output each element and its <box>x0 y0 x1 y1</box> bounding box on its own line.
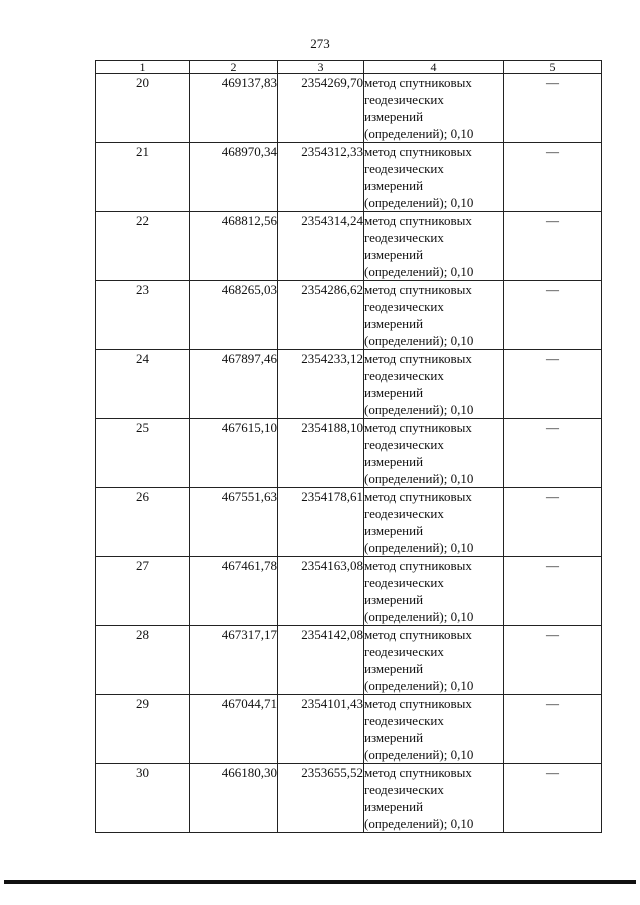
method-line: геодезических <box>364 782 444 797</box>
method-line: метод спутниковых <box>364 627 472 642</box>
method-description <box>364 764 504 833</box>
method-line: метод спутниковых <box>364 489 472 504</box>
y-coordinate: 2353655,52 <box>278 764 364 833</box>
x-coordinate: 469137,83 <box>190 74 278 143</box>
point-number: 30 <box>96 764 190 833</box>
method-description <box>364 350 504 419</box>
table-row <box>96 281 602 350</box>
method-line: (определений); 0,10 <box>364 402 474 417</box>
column-5-value: — <box>504 557 602 626</box>
column-header-3: 3 <box>278 61 364 74</box>
method-line: измерений <box>364 523 424 538</box>
y-coordinate: 2354286,62 <box>278 281 364 350</box>
method-line: метод спутниковых <box>364 696 472 711</box>
point-number: 21 <box>96 143 190 212</box>
point-number: 29 <box>96 695 190 764</box>
column-5-value: — <box>504 350 602 419</box>
method-line: геодезических <box>364 230 444 245</box>
table-row <box>96 764 602 833</box>
column-header-1: 1 <box>96 61 190 74</box>
method-line: измерений <box>364 730 424 745</box>
method-line: (определений); 0,10 <box>364 264 474 279</box>
method-description <box>364 488 504 557</box>
method-line: метод спутниковых <box>364 282 472 297</box>
y-coordinate: 2354188,10 <box>278 419 364 488</box>
method-line: геодезических <box>364 161 444 176</box>
method-description <box>364 212 504 281</box>
column-header-2: 2 <box>190 61 278 74</box>
method-line: (определений); 0,10 <box>364 540 474 555</box>
method-line: метод спутниковых <box>364 75 472 90</box>
method-description <box>364 143 504 212</box>
y-coordinate: 2354314,24 <box>278 212 364 281</box>
point-number: 20 <box>96 74 190 143</box>
method-line: геодезических <box>364 437 444 452</box>
x-coordinate: 467461,78 <box>190 557 278 626</box>
y-coordinate: 2354269,70 <box>278 74 364 143</box>
table-row <box>96 488 602 557</box>
method-description <box>364 74 504 143</box>
y-coordinate: 2354101,43 <box>278 695 364 764</box>
table-row <box>96 350 602 419</box>
method-line: метод спутниковых <box>364 420 472 435</box>
method-line: метод спутниковых <box>364 144 472 159</box>
method-description <box>364 281 504 350</box>
x-coordinate: 467317,17 <box>190 626 278 695</box>
y-coordinate: 2354178,61 <box>278 488 364 557</box>
x-coordinate: 467044,71 <box>190 695 278 764</box>
y-coordinate: 2354142,08 <box>278 626 364 695</box>
method-line: измерений <box>364 247 424 262</box>
x-coordinate: 467551,63 <box>190 488 278 557</box>
coordinates-table <box>95 60 602 833</box>
method-line: (определений); 0,10 <box>364 747 474 762</box>
table-header-row <box>96 61 602 74</box>
table-row <box>96 695 602 764</box>
method-line: (определений); 0,10 <box>364 816 474 831</box>
table-row <box>96 74 602 143</box>
column-5-value: — <box>504 695 602 764</box>
method-line: (определений); 0,10 <box>364 333 474 348</box>
column-5-value: — <box>504 281 602 350</box>
table-row <box>96 626 602 695</box>
column-5-value: — <box>504 419 602 488</box>
method-line: измерений <box>364 316 424 331</box>
method-line: измерений <box>364 592 424 607</box>
point-number: 27 <box>96 557 190 626</box>
method-line: измерений <box>364 661 424 676</box>
column-header-5: 5 <box>504 61 602 74</box>
method-line: геодезических <box>364 575 444 590</box>
method-line: геодезических <box>364 506 444 521</box>
x-coordinate: 466180,30 <box>190 764 278 833</box>
method-line: метод спутниковых <box>364 213 472 228</box>
method-line: измерений <box>364 109 424 124</box>
point-number: 26 <box>96 488 190 557</box>
table-row <box>96 143 602 212</box>
method-line: геодезических <box>364 92 444 107</box>
method-description <box>364 557 504 626</box>
point-number: 22 <box>96 212 190 281</box>
page-number: 273 <box>310 36 330 51</box>
method-line: измерений <box>364 454 424 469</box>
point-number: 24 <box>96 350 190 419</box>
y-coordinate: 2354163,08 <box>278 557 364 626</box>
table-row <box>96 212 602 281</box>
x-coordinate: 467615,10 <box>190 419 278 488</box>
method-line: измерений <box>364 385 424 400</box>
column-5-value: — <box>504 764 602 833</box>
page-bottom-rule <box>4 880 636 884</box>
column-5-value: — <box>504 74 602 143</box>
y-coordinate: 2354312,33 <box>278 143 364 212</box>
x-coordinate: 468970,34 <box>190 143 278 212</box>
method-description <box>364 419 504 488</box>
point-number: 28 <box>96 626 190 695</box>
column-5-value: — <box>504 626 602 695</box>
method-line: геодезических <box>364 713 444 728</box>
x-coordinate: 468812,56 <box>190 212 278 281</box>
column-5-value: — <box>504 143 602 212</box>
point-number: 23 <box>96 281 190 350</box>
column-5-value: — <box>504 212 602 281</box>
x-coordinate: 467897,46 <box>190 350 278 419</box>
method-description <box>364 695 504 764</box>
column-header-4: 4 <box>364 61 504 74</box>
method-line: геодезических <box>364 644 444 659</box>
method-description <box>364 626 504 695</box>
method-line: метод спутниковых <box>364 351 472 366</box>
method-line: (определений); 0,10 <box>364 678 474 693</box>
method-line: метод спутниковых <box>364 558 472 573</box>
method-line: геодезических <box>364 299 444 314</box>
method-line: метод спутниковых <box>364 765 472 780</box>
x-coordinate: 468265,03 <box>190 281 278 350</box>
point-number: 25 <box>96 419 190 488</box>
method-line: (определений); 0,10 <box>364 609 474 624</box>
method-line: (определений); 0,10 <box>364 471 474 486</box>
method-line: геодезических <box>364 368 444 383</box>
y-coordinate: 2354233,12 <box>278 350 364 419</box>
method-line: (определений); 0,10 <box>364 126 474 141</box>
table-row <box>96 557 602 626</box>
column-5-value: — <box>504 488 602 557</box>
method-line: измерений <box>364 799 424 814</box>
method-line: измерений <box>364 178 424 193</box>
method-line: (определений); 0,10 <box>364 195 474 210</box>
table-row <box>96 419 602 488</box>
